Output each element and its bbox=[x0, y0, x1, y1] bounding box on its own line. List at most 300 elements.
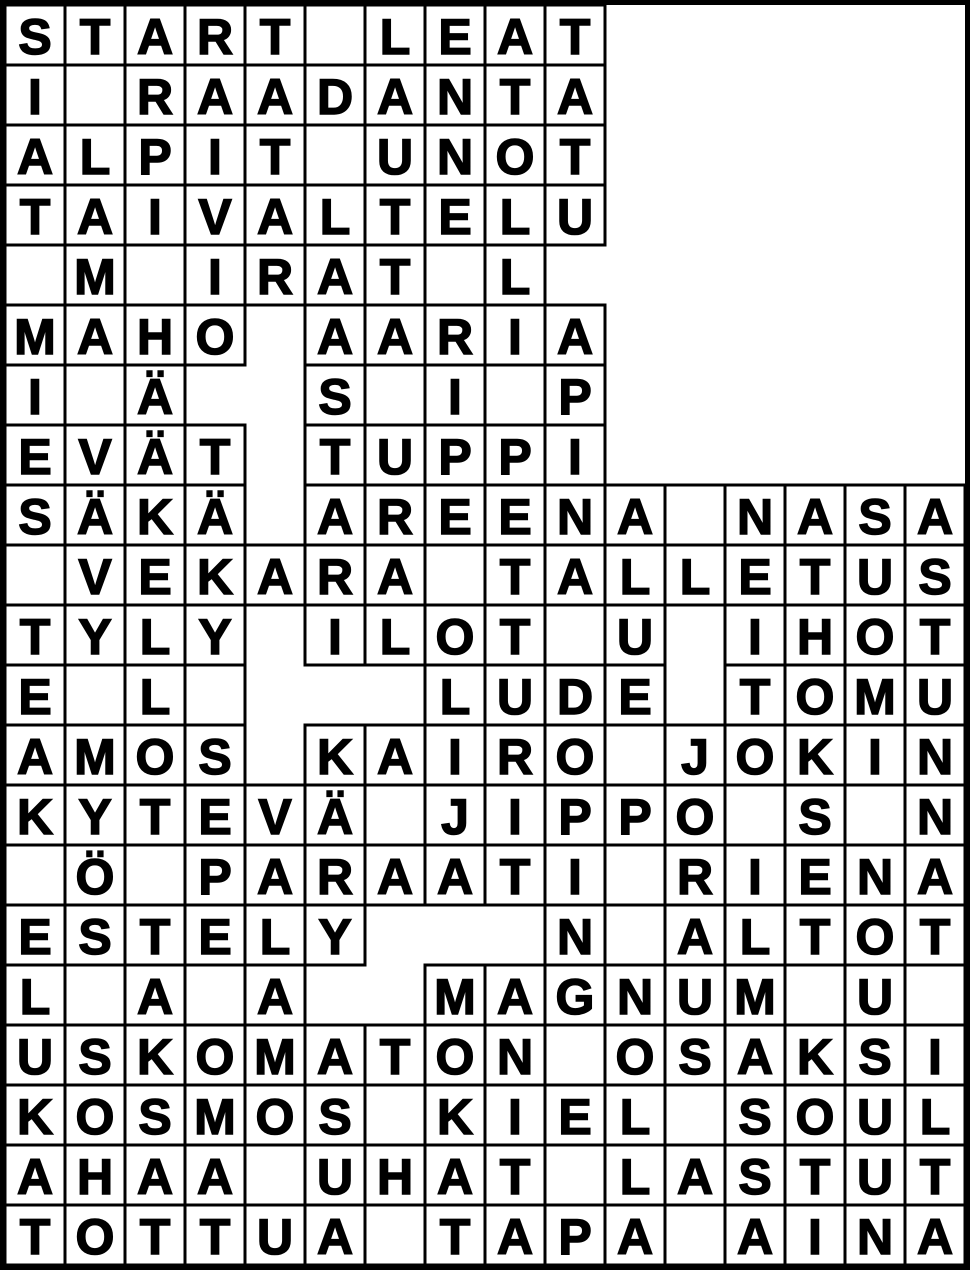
cell-letter: S bbox=[738, 1148, 772, 1205]
cell-letter: R bbox=[676, 848, 714, 905]
cell-letter: L bbox=[139, 668, 171, 725]
cell-letter: A bbox=[256, 548, 294, 605]
cell-letter: S bbox=[318, 368, 352, 425]
cell-letter: Ö bbox=[75, 848, 115, 905]
cell-letter: P bbox=[618, 788, 652, 845]
cell-r15-c4 bbox=[185, 845, 245, 905]
cell-r13-c8 bbox=[425, 725, 485, 785]
cell-r12-c16 bbox=[905, 665, 965, 725]
cell-letter: K bbox=[196, 548, 234, 605]
cell-r18-c3 bbox=[125, 1025, 185, 1085]
cell-letter: T bbox=[499, 68, 531, 125]
cell-letter: K bbox=[316, 728, 354, 785]
cell-letter: A bbox=[316, 248, 354, 305]
cell-letter: S bbox=[138, 1088, 172, 1145]
cell-r9-c4 bbox=[185, 485, 245, 545]
cell-r6-c9 bbox=[485, 305, 545, 365]
cell-r19-c10 bbox=[545, 1085, 605, 1145]
cell-letter: U bbox=[316, 1148, 354, 1205]
cell-r9-c15 bbox=[845, 485, 905, 545]
cell-r20-c7 bbox=[365, 1145, 425, 1205]
cell-r21-c10 bbox=[545, 1205, 605, 1265]
cell-r21-c14 bbox=[785, 1205, 845, 1265]
cell-r18-c11 bbox=[605, 1025, 665, 1085]
cell-letter: N bbox=[496, 1028, 534, 1085]
cell-r13-c16 bbox=[905, 725, 965, 785]
cell-letter: T bbox=[799, 908, 831, 965]
cell-letter: E bbox=[18, 428, 52, 485]
cell-letter: O bbox=[675, 788, 715, 845]
cell-r20-c11 bbox=[605, 1145, 665, 1205]
cell-letter: I bbox=[208, 128, 222, 185]
cell-letter: R bbox=[496, 728, 534, 785]
cell-letter: A bbox=[16, 128, 54, 185]
cell-r17-c12 bbox=[665, 965, 725, 1025]
cell-r3-c5 bbox=[245, 125, 305, 185]
cell-r3-c7 bbox=[365, 125, 425, 185]
cell-letter: D bbox=[556, 668, 594, 725]
cell-r1-c6 bbox=[305, 5, 365, 65]
cell-r13-c3 bbox=[125, 725, 185, 785]
cell-r12-c3 bbox=[125, 665, 185, 725]
cell-letter: A bbox=[556, 308, 594, 365]
cell-letter: A bbox=[256, 188, 294, 245]
cell-letter: S bbox=[858, 1028, 892, 1085]
cell-r18-c13 bbox=[725, 1025, 785, 1085]
cell-letter: S bbox=[18, 488, 52, 545]
cell-letter: E bbox=[18, 908, 52, 965]
cell-r11-c11 bbox=[605, 605, 665, 665]
cell-r21-c2 bbox=[65, 1205, 125, 1265]
cell-letter: O bbox=[75, 1208, 115, 1265]
cell-r19-c7 bbox=[365, 1085, 425, 1145]
cell-letter: I bbox=[28, 68, 42, 125]
cell-letter: A bbox=[496, 968, 534, 1025]
cell-letter: A bbox=[616, 488, 654, 545]
cell-r11-c8 bbox=[425, 605, 485, 665]
cell-letter: H bbox=[796, 608, 834, 665]
cell-r19-c12 bbox=[665, 1085, 725, 1145]
cell-r16-c3 bbox=[125, 905, 185, 965]
cell-r10-c15 bbox=[845, 545, 905, 605]
cell-letter: H bbox=[376, 1148, 414, 1205]
cell-r13-c6 bbox=[305, 725, 365, 785]
cell-letter: A bbox=[316, 308, 354, 365]
cell-letter: A bbox=[796, 488, 834, 545]
cell-r20-c15 bbox=[845, 1145, 905, 1205]
cell-letter: L bbox=[619, 1088, 651, 1145]
cell-letter: A bbox=[436, 1148, 474, 1205]
cell-r14-c1 bbox=[5, 785, 65, 845]
cell-r20-c10 bbox=[545, 1145, 605, 1205]
cell-r20-c3 bbox=[125, 1145, 185, 1205]
cell-letter: U bbox=[676, 968, 714, 1025]
cell-r20-c14 bbox=[785, 1145, 845, 1205]
cell-letter: A bbox=[676, 908, 714, 965]
cell-r5-c7 bbox=[365, 245, 425, 305]
cell-r9-c14 bbox=[785, 485, 845, 545]
cell-r3-c3 bbox=[125, 125, 185, 185]
cell-letter: L bbox=[139, 608, 171, 665]
cell-letter: I bbox=[508, 788, 522, 845]
cell-letter: T bbox=[139, 1208, 171, 1265]
cell-r10-c11 bbox=[605, 545, 665, 605]
cell-letter: T bbox=[379, 248, 411, 305]
cell-r6-c7 bbox=[365, 305, 425, 365]
cell-r18-c2 bbox=[65, 1025, 125, 1085]
cell-r5-c3 bbox=[125, 245, 185, 305]
cell-r19-c16 bbox=[905, 1085, 965, 1145]
cell-r14-c2 bbox=[65, 785, 125, 845]
cell-letter: V bbox=[78, 428, 112, 485]
cell-r10-c3 bbox=[125, 545, 185, 605]
cell-letter: E bbox=[438, 8, 472, 65]
cell-letter: T bbox=[259, 128, 291, 185]
cell-r18-c7 bbox=[365, 1025, 425, 1085]
cell-letter: A bbox=[436, 848, 474, 905]
cell-r21-c15 bbox=[845, 1205, 905, 1265]
cell-r19-c8 bbox=[425, 1085, 485, 1145]
cell-letter: E bbox=[618, 668, 652, 725]
cell-r2-c3 bbox=[125, 65, 185, 125]
cell-r7-c7 bbox=[365, 365, 425, 425]
cell-letter: S bbox=[798, 788, 832, 845]
cell-r8-c10 bbox=[545, 425, 605, 485]
cell-r5-c2 bbox=[65, 245, 125, 305]
cell-letter: O bbox=[615, 1028, 655, 1085]
cell-letter: O bbox=[855, 608, 895, 665]
cell-letter: G bbox=[555, 968, 595, 1025]
cell-letter: T bbox=[379, 1028, 411, 1085]
cell-letter: I bbox=[808, 1208, 822, 1265]
cell-letter: A bbox=[916, 488, 954, 545]
cell-letter: L bbox=[19, 968, 51, 1025]
cell-r18-c10 bbox=[545, 1025, 605, 1085]
cell-r11-c15 bbox=[845, 605, 905, 665]
cell-r12-c1 bbox=[5, 665, 65, 725]
cell-letter: I bbox=[568, 848, 582, 905]
cell-letter: M bbox=[254, 1028, 296, 1085]
cell-r4-c10 bbox=[545, 185, 605, 245]
cell-r9-c10 bbox=[545, 485, 605, 545]
cell-letter: I bbox=[148, 188, 162, 245]
cell-letter: M bbox=[74, 728, 116, 785]
cell-r20-c13 bbox=[725, 1145, 785, 1205]
cell-r17-c13 bbox=[725, 965, 785, 1025]
cell-letter: H bbox=[76, 1148, 114, 1205]
cell-letter: K bbox=[136, 488, 174, 545]
cell-letter: L bbox=[499, 188, 531, 245]
cell-r5-c8 bbox=[425, 245, 485, 305]
cell-r10-c13 bbox=[725, 545, 785, 605]
cell-r9-c7 bbox=[365, 485, 425, 545]
cell-r16-c1 bbox=[5, 905, 65, 965]
cell-letter: A bbox=[76, 188, 114, 245]
cell-r19-c11 bbox=[605, 1085, 665, 1145]
cell-letter: E bbox=[738, 548, 772, 605]
cell-r10-c1 bbox=[5, 545, 65, 605]
cell-r13-c11 bbox=[605, 725, 665, 785]
cell-letter: I bbox=[748, 608, 762, 665]
cell-r13-c1 bbox=[5, 725, 65, 785]
cell-letter: L bbox=[379, 8, 411, 65]
cell-letter: A bbox=[376, 548, 414, 605]
cell-letter: Y bbox=[318, 908, 352, 965]
cell-letter: T bbox=[19, 608, 51, 665]
cell-letter: P bbox=[558, 1208, 592, 1265]
cell-letter: D bbox=[316, 68, 354, 125]
cell-letter: Ä bbox=[196, 488, 234, 545]
cell-r10-c7 bbox=[365, 545, 425, 605]
cell-r21-c7 bbox=[365, 1205, 425, 1265]
cell-r13-c4 bbox=[185, 725, 245, 785]
cell-r15-c8 bbox=[425, 845, 485, 905]
cell-r17-c9 bbox=[485, 965, 545, 1025]
cell-r5-c5 bbox=[245, 245, 305, 305]
cell-letter: U bbox=[496, 668, 534, 725]
cell-r6-c10 bbox=[545, 305, 605, 365]
cell-r16-c15 bbox=[845, 905, 905, 965]
cell-r21-c11 bbox=[605, 1205, 665, 1265]
cell-r7-c9 bbox=[485, 365, 545, 425]
cell-r15-c11 bbox=[605, 845, 665, 905]
cell-letter: P bbox=[138, 128, 172, 185]
cell-letter: T bbox=[259, 8, 291, 65]
cell-r1-c4 bbox=[185, 5, 245, 65]
cell-r17-c10 bbox=[545, 965, 605, 1025]
cell-letter: A bbox=[256, 68, 294, 125]
cell-r8-c6 bbox=[305, 425, 365, 485]
cell-r6-c4 bbox=[185, 305, 245, 365]
cell-r2-c10 bbox=[545, 65, 605, 125]
cell-letter: U bbox=[856, 968, 894, 1025]
cell-r10-c16 bbox=[905, 545, 965, 605]
cell-r12-c10 bbox=[545, 665, 605, 725]
cell-letter: R bbox=[376, 488, 414, 545]
cell-r21-c5 bbox=[245, 1205, 305, 1265]
cell-letter: I bbox=[328, 608, 342, 665]
cell-r20-c1 bbox=[5, 1145, 65, 1205]
cell-r18-c15 bbox=[845, 1025, 905, 1085]
cell-letter: A bbox=[616, 1208, 654, 1265]
cell-letter: A bbox=[16, 1148, 54, 1205]
cell-r17-c14 bbox=[785, 965, 845, 1025]
cell-r3-c1 bbox=[5, 125, 65, 185]
cell-r11-c2 bbox=[65, 605, 125, 665]
cell-letter: A bbox=[556, 68, 594, 125]
cell-letter: E bbox=[138, 548, 172, 605]
cell-r18-c12 bbox=[665, 1025, 725, 1085]
cell-r8-c4 bbox=[185, 425, 245, 485]
cell-r1-c7 bbox=[365, 5, 425, 65]
cell-letter: O bbox=[195, 1028, 235, 1085]
crossword-grid bbox=[5, 5, 965, 1265]
cell-letter: R bbox=[136, 68, 174, 125]
cell-letter: E bbox=[198, 908, 232, 965]
cell-letter: O bbox=[735, 728, 775, 785]
cell-r10-c12 bbox=[665, 545, 725, 605]
cell-r15-c7 bbox=[365, 845, 425, 905]
cell-r9-c11 bbox=[605, 485, 665, 545]
cell-r15-c15 bbox=[845, 845, 905, 905]
cell-r13-c12 bbox=[665, 725, 725, 785]
cell-r14-c14 bbox=[785, 785, 845, 845]
cell-letter: T bbox=[139, 908, 171, 965]
cell-letter: T bbox=[499, 608, 531, 665]
cell-r3-c9 bbox=[485, 125, 545, 185]
cell-letter: L bbox=[739, 908, 771, 965]
cell-letter: A bbox=[316, 1028, 354, 1085]
cell-letter: R bbox=[256, 248, 294, 305]
cell-r13-c2 bbox=[65, 725, 125, 785]
cell-r8-c8 bbox=[425, 425, 485, 485]
cell-r7-c10 bbox=[545, 365, 605, 425]
cell-r19-c14 bbox=[785, 1085, 845, 1145]
cell-letter: A bbox=[196, 68, 234, 125]
cell-r5-c6 bbox=[305, 245, 365, 305]
cell-r9-c8 bbox=[425, 485, 485, 545]
cell-letter: T bbox=[559, 8, 591, 65]
cell-r8-c3 bbox=[125, 425, 185, 485]
cell-r8-c9 bbox=[485, 425, 545, 485]
cell-r13-c10 bbox=[545, 725, 605, 785]
cell-letter: N bbox=[856, 848, 894, 905]
cell-letter: S bbox=[78, 908, 112, 965]
cell-letter: N bbox=[436, 68, 474, 125]
cell-r14-c6 bbox=[305, 785, 365, 845]
cell-r21-c3 bbox=[125, 1205, 185, 1265]
cell-r14-c10 bbox=[545, 785, 605, 845]
cell-r9-c12 bbox=[665, 485, 725, 545]
cell-letter: K bbox=[796, 728, 834, 785]
cell-r9-c6 bbox=[305, 485, 365, 545]
cell-r17-c8 bbox=[425, 965, 485, 1025]
cell-letter: S bbox=[738, 1088, 772, 1145]
cell-letter: N bbox=[616, 968, 654, 1025]
cell-r4-c2 bbox=[65, 185, 125, 245]
cell-r9-c9 bbox=[485, 485, 545, 545]
cell-letter: E bbox=[798, 848, 832, 905]
cell-letter: N bbox=[736, 488, 774, 545]
cell-letter: S bbox=[198, 728, 232, 785]
cell-r4-c3 bbox=[125, 185, 185, 245]
cell-letter: K bbox=[436, 1088, 474, 1145]
cell-letter: I bbox=[928, 1028, 942, 1085]
cell-letter: U bbox=[376, 128, 414, 185]
cell-r17-c1 bbox=[5, 965, 65, 1025]
cell-letter: A bbox=[676, 1148, 714, 1205]
cell-r20-c2 bbox=[65, 1145, 125, 1205]
cell-letter: T bbox=[499, 548, 531, 605]
cell-letter: S bbox=[918, 548, 952, 605]
cell-letter: N bbox=[436, 128, 474, 185]
cell-r1-c1 bbox=[5, 5, 65, 65]
cell-letter: L bbox=[619, 1148, 651, 1205]
cell-r15-c10 bbox=[545, 845, 605, 905]
cell-r9-c2 bbox=[65, 485, 125, 545]
cell-letter: K bbox=[16, 788, 54, 845]
cell-letter: A bbox=[376, 68, 414, 125]
cell-r17-c2 bbox=[65, 965, 125, 1025]
cell-letter: P bbox=[558, 788, 592, 845]
cell-r14-c15 bbox=[845, 785, 905, 845]
cell-r5-c4 bbox=[185, 245, 245, 305]
cell-r16-c12 bbox=[665, 905, 725, 965]
cell-letter: U bbox=[16, 1028, 54, 1085]
cell-letter: U bbox=[376, 428, 414, 485]
cell-letter: O bbox=[135, 728, 175, 785]
cell-letter: I bbox=[868, 728, 882, 785]
cell-letter: O bbox=[435, 608, 475, 665]
cell-r15-c2 bbox=[65, 845, 125, 905]
cell-r16-c2 bbox=[65, 905, 125, 965]
cell-letter: T bbox=[79, 8, 111, 65]
cell-letter: L bbox=[919, 1088, 951, 1145]
cell-r14-c9 bbox=[485, 785, 545, 845]
cell-letter: A bbox=[376, 728, 414, 785]
cell-letter: O bbox=[255, 1088, 295, 1145]
cell-letter: S bbox=[858, 488, 892, 545]
cell-r1-c5 bbox=[245, 5, 305, 65]
cell-letter: U bbox=[856, 1148, 894, 1205]
cell-r16-c13 bbox=[725, 905, 785, 965]
cell-r11-c10 bbox=[545, 605, 605, 665]
cell-r19-c5 bbox=[245, 1085, 305, 1145]
cell-letter: Ä bbox=[136, 368, 174, 425]
cell-r3-c2 bbox=[65, 125, 125, 185]
cell-letter: M bbox=[434, 968, 476, 1025]
cell-r16-c6 bbox=[305, 905, 365, 965]
cell-r11-c9 bbox=[485, 605, 545, 665]
cell-letter: S bbox=[678, 1028, 712, 1085]
cell-r1-c8 bbox=[425, 5, 485, 65]
cell-letter: M bbox=[74, 248, 116, 305]
cell-r9-c3 bbox=[125, 485, 185, 545]
cell-r15-c1 bbox=[5, 845, 65, 905]
cell-letter: T bbox=[919, 908, 951, 965]
cell-r10-c14 bbox=[785, 545, 845, 605]
cell-r20-c8 bbox=[425, 1145, 485, 1205]
cell-r7-c2 bbox=[65, 365, 125, 425]
cell-r13-c14 bbox=[785, 725, 845, 785]
cell-r18-c9 bbox=[485, 1025, 545, 1085]
cell-r14-c7 bbox=[365, 785, 425, 845]
cell-letter: L bbox=[259, 908, 291, 965]
cell-r18-c6 bbox=[305, 1025, 365, 1085]
cell-letter: N bbox=[916, 728, 954, 785]
cell-r15-c9 bbox=[485, 845, 545, 905]
cell-letter: T bbox=[19, 1208, 51, 1265]
cell-r10-c8 bbox=[425, 545, 485, 605]
cell-letter: A bbox=[496, 8, 534, 65]
cell-r8-c2 bbox=[65, 425, 125, 485]
cell-letter: T bbox=[919, 1148, 951, 1205]
cell-r12-c4 bbox=[185, 665, 245, 725]
cell-r11-c13 bbox=[725, 605, 785, 665]
cell-letter: O bbox=[75, 1088, 115, 1145]
cell-letter: U bbox=[856, 548, 894, 605]
cell-r2-c6 bbox=[305, 65, 365, 125]
cell-letter: V bbox=[78, 548, 112, 605]
cell-r2-c8 bbox=[425, 65, 485, 125]
cell-letter: T bbox=[199, 428, 231, 485]
cell-r9-c1 bbox=[5, 485, 65, 545]
cell-r12-c2 bbox=[65, 665, 125, 725]
cell-r19-c15 bbox=[845, 1085, 905, 1145]
cell-letter: L bbox=[679, 548, 711, 605]
cell-r15-c14 bbox=[785, 845, 845, 905]
cell-letter: S bbox=[318, 1088, 352, 1145]
